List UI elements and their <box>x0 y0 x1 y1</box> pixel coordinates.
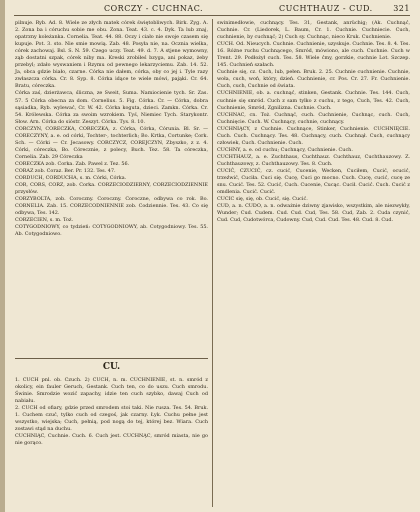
entry-paragraph: CUCH. Od. Nieucych. Cuchnie. Cuchnienie, uzyskuje. Cuchnie. Tes. 8. 4. Tes. 16. Różne ruchu Cuchnącego, Smród, mówiono, ale cuch. Cuchnie. Cuch w Trent. 29. Podłożył cuch. Tes. 58. Wiele ćmy, gorzkie, cuchnie Lot. Szczep. 145. Cuchnień szałach. <box>217 41 410 69</box>
entry-paragraph: CORCZYN, CORECZKA, CORECZKA, z. Córka, Córka, Córunia. Bl. Sr. — CORECZYNY, a. e. od córki, Tochter-, tochterlich; Bo. Krtka, Cortunke; Cork. Sch. — Córki — Cr. Jecasowy. CORCZYCZ, COREJCZYN, Zbyszko, z z. 4. Córki, córeczka, Bo. Córecznie, z polecy, Buch. Tez. 58. Ta córeczka, Cornelia. Zab. 29 Córeczka <box>15 125 208 160</box>
entry-paragraph: COTYGODNIOWY, co tydzień: COTYGODNIOWY, ab. Cotygodniowy. Tes. 55. Ab. Cotygodniowo. <box>15 224 208 238</box>
entry-paragraph: CORZYBOLTA, zob. Coroczny. Coroczny. Coroczne, odbywa co rok. Bo. CORNELIA. Zab. 15. CORZECODNIENNIE zob. Codziennie. Tes. 43. Co się odbywa, Tes. 142. <box>15 196 208 217</box>
header-rule <box>14 15 410 16</box>
entry-paragraph: CUCHNIĄCY, z Cuchnie. Cuchnące, Stinker, Cuchnienie. CUCHNIĘCIE. Cuch. Cuch. Cuchnący. Tes. 48. Cuchnący, cuch. Cuchnął. Cuch, cuchnący człowiek, Cuch. Cuchnienie. Cuch. <box>217 125 410 146</box>
book-spine-edge <box>0 0 5 512</box>
column-divider <box>212 19 213 507</box>
header-right-title: CUCHTHAUZ - CUD. <box>279 4 373 13</box>
page-number: 321 <box>393 4 410 13</box>
entry-paragraph: CORECZKA zob. Corka. Zab. Pawel z. Tez. 56. <box>15 160 130 167</box>
entry-paragraph: CORZECIEN, s. m. Toż. <box>15 217 74 224</box>
entry-paragraph: 2. CUCH od ofiary, gdzie przed smrodem stoi taki. Nie rusza. Tes. 54. Bruk. 1. Cuchem czuć, tylko cuch od czegoś, jak czarny. Łyk. Cuchu pełne jest wszystko, wiejska; Cuch, pełnią, pod nogą do tej, której bez. Wiara. Cuch zostawi stąd na duchu. <box>15 405 208 433</box>
entry-paragraph: CUCIĆ, CZUCIĆ, cz. cucić, Cucenie, Wecken, Cuciłem, Cucić, ocucić, trzeźwić, Cuciła. Cuci się. Cucę, Cuci go mocno. Cuch. Cucę, cucić, cucę ze snu. Cucić. Tes. 52. Cucić, Cuch. Cucenie, Cucąc. Cucił. Cucić. Cuch. Cucić z omdlenia. Cucić. Cucić. <box>217 167 410 196</box>
entry-paragraph: CORDUCH, CORDUCHA, s. m. Córki, Córka. <box>15 175 127 182</box>
section-heading: CU. <box>15 358 208 374</box>
entry-paragraph: CUD, a. n. CUDO, a. n. odważnie dziwny zjawisko, wszystkim, ale niezwykły, Wunder; Cud. Cudem. Cud. Cud. Cud, Tes. 58. Cud, Zab. 2. Cuda czynić, Cud. Cud, Cudotwórca, Cudowny. Cud, Cud. Cud. Tes. 48. Cud. 8. Cud. <box>217 203 410 224</box>
entry-paragraph: CUCHNY, a. e. od cuchu; Cuchnący, Cuchnienie. Cuch. <box>217 146 353 153</box>
header-left-title: CORCZY - CUCHNAC. <box>104 4 204 13</box>
entry-paragraph: CUCHNAC, cn. Toż. Cuchnąć, cuch. Cuchnienie, Cuchnąc, cuch. Cuch, Cuchnięcie. Cuch. W. Cuchnący, cuchnie, cuchnący. <box>217 111 410 125</box>
right-column <box>217 20 410 506</box>
entry-paragraph: CORAZ zob. Coraz. Ber. Pr. 132. Tes. 47. <box>15 167 116 174</box>
entry-paragraph: 1. CUCH pnl. ob. Czuch. 2) CUCH, n. m. CUCHNIENIE, st. n. smród z okolicy, ein fauler Geruch, Gestank. Cuch ten, co do uszu. Cuch smrodu. Świnie. Smrodzie wozić zapachy, idzie ten cuch szybko, dawaj Cuch od nabiału. <box>15 377 208 405</box>
section-text <box>15 377 208 447</box>
entry-paragraph: swinimedłowie, cuchnący. Tes. 31, Gestank, anrüchig; (Ak. Cuchnąć, Cuchnie. Cr. (Liedorek, L. Baum, Cr. 1. Cuchnie. Cuchniecie. Cuch, cuchnienie, by cuchnąć; 2) Cuch sy. Cuchnąc, nieco Kruk. Cuchnienie. <box>217 20 410 41</box>
entry-paragraph: CUCHTHAUZ, a. e. Zuchthaus, Cuchthauz. Cuchthauz, Cuchthauzowy. Z. Cuchthauzowy, z. Cuchthauzowy. Tes. 8. Cuch. <box>217 153 410 167</box>
entry-paragraph: CUCHNIENIE, ob. a. cuchnąć, stinken, Gestank. Cuchnie. Tes. 144. Cuch, cuchnie się smród. Cuch z sam tylko z cuchu, z tego, Cuch, Tes. 42. Cuch, Cuchnienie, Smród, Zgnilizna. Cuchnie. Cuch. <box>217 90 410 111</box>
entry-paragraph: COR, CORS, CORZ, zob. Corka. CORZECIODZIERNY, CORZECIODZIENNIE przysłów. <box>15 182 208 196</box>
entry-paragraph: Cuchnie się, cz. Cuch, lub, pełen. Bruk. 2. 25. Cuchnie cuchnienie. Cuchnie, woła, cuch, woń, który, dzień. Cuchnienie, cr. Pos. Cr. 27. Fr. Cuchnienie. Cuch, cuch, Cuchnie od świata. <box>217 69 410 90</box>
entry-paragraph: CUCIC się, się, ob. Cucić, się. Cucić. <box>217 196 308 203</box>
entry-paragraph: Córka zaś, dzierżawca, śliczna, ze Sweit, Suma. Namiocienie tych. Sr. Zas. 57. 5 Córka obecna za dom. Cornelius. 5. Fig. Córka. Cr. — Córka, dobra sąsiadka, Ryb. wylewać, Cr. W. 42. Córka koguta, dzieci. Zamkn. Córka. Cr. 54. Królewska. Córka za swoim wzrokiem. Tyś, Niemiec Tych. Starykontr. Słow. Arn. Córka do sióstr. Zeszyt. Córka. Tys. 8. 10. <box>15 90 208 125</box>
entry-paragraph: pilnuje. Ryb. Ad. 8. Wiele ze złych matek córek świętobliwych. Birk. Zyg. A. 2. Zona ba i córuchu sobie me obu. Zona. Teat. 43. c. 4. Dyk. Ta lub znaj, opatrzny koleżanka. Cornelia. Teat. 44. 88. Oczy i ciało nie swoje czasem się kupuje. Pot. 3. sto. Nie smie mowią. Zab. 48. Posyła nie, na. Ocznia wielka, córek zachowaj. Bsl. S. N. 59. Czego uczy. Teat. 49. d. 7. A stjene wymowny, ząb dostatni szpak, córek niby ma. Kreski zrobiłeś bzyga, ani pokaz, żeby przebyl; zdało wyswaniem i Rzymu od pewnego lekarzyciemu. Zab. 14. 52. Ja, obca gdzie biało, czarne. Córka nie dałem, córka, oby co jej i. Tyle razy zwłaszcza córka. Cr. 8. Syp. 8. Córka idące te wiele mówi, pająki. Cr. 64. Bratu, córeczka. <box>15 20 208 90</box>
entry-paragraph: CUCHNIĄC, Cuchnie. Cuch. 6. Cuch jest. CUCHNĄC, smród miasta, nie go nie gorąco. <box>15 433 208 447</box>
